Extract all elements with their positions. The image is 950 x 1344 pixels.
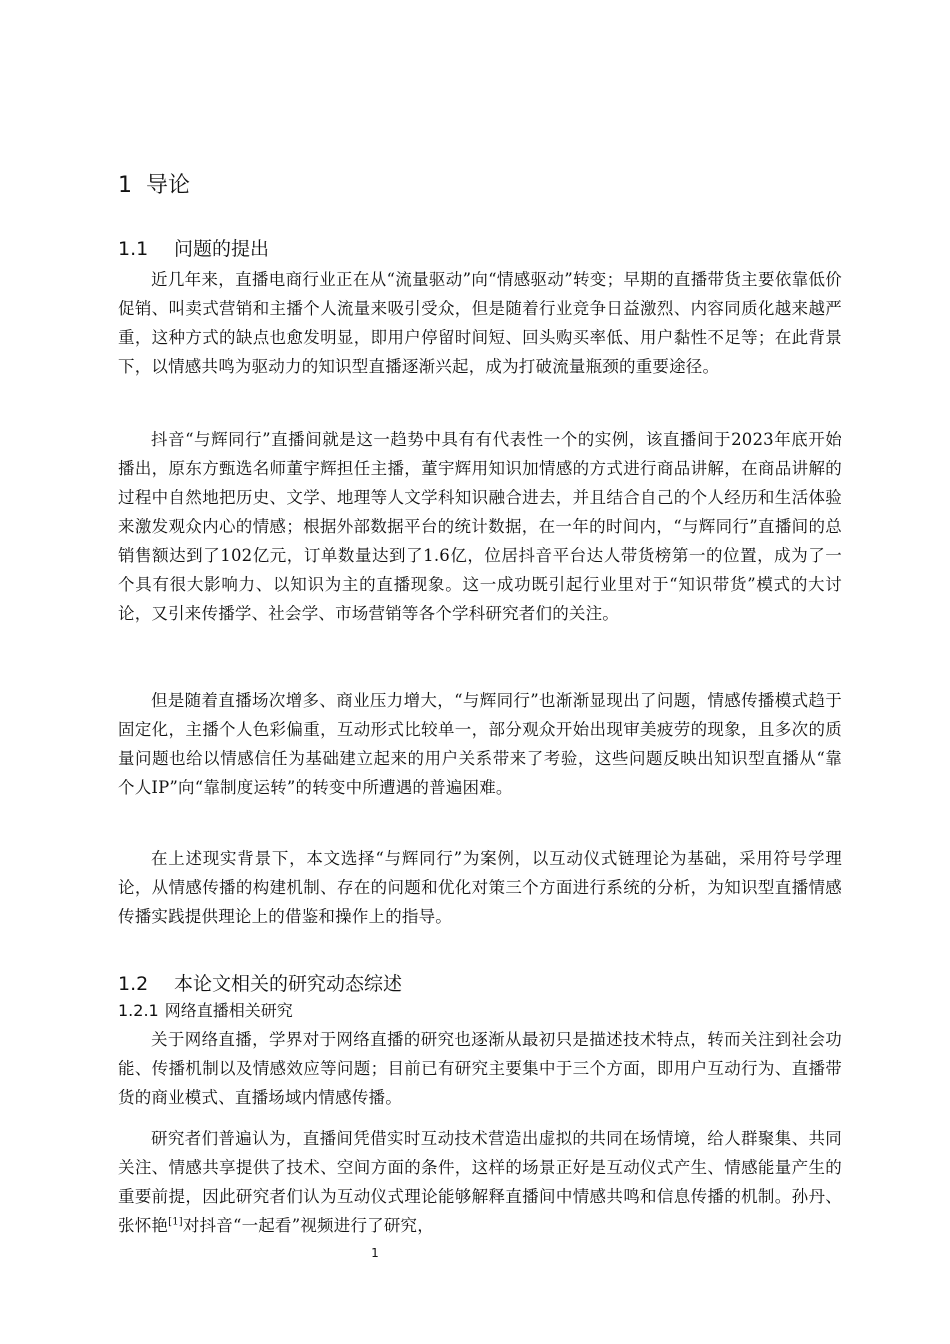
citation-ref[interactable]: [1] bbox=[168, 1216, 183, 1228]
paragraph-text: 研究者们普遍认为，直播间凭借实时互动技术营造出虚拟的共同在场情境，给人群聚集、共同关注、情感共享提供了技术、空间方面的条件，这样的场景正好是互动仪式产生、情感能量产生的重要前提，因此研究者们认为互动仪式理论能够解释直播间中情感共鸣和信息传播的机制。孙丹、张怀艳 bbox=[118, 1129, 842, 1235]
page-number: 1 bbox=[371, 1246, 379, 1260]
paragraph: 抖音“与辉同行”直播间就是这一趋势中具有有代表性一个的实例，该直播间于2023年底开始播出，原东方甄选名师董宇辉担任主播，董宇辉用知识加情感的方式进行商品讲解，在商品讲解的过程中自然地把历史、文学、地理等人文学科知识融合进去，并且结合自己的个人经历和生活体验来激发观众内心的情感；根据外部数据平台的统计数据，在一年的时间内，“与辉同行”直播间的总销售额达到了102亿元，订单数量达到了1.6亿，位居抖音平台达人带货榜第一的位置，成为了一个具有很大影响力、以知识为主的直播现象。这一成功既引起行业里对于“知识带货”模式的大讨论，又引来传播学、社会学、市场营销等各个学科研究者们的关注。 bbox=[118, 430, 842, 623]
chapter-number: 1 bbox=[118, 173, 132, 198]
document-page bbox=[118, 0, 842, 1344]
paragraph: 近几年来，直播电商行业正在从“流量驱动”向“情感驱动”转变；早期的直播带货主要依靠低价促销、叫卖式营销和主播个人流量来吸引受众，但是随着行业竞争日益激烈、内容同质化越来越严重，这种方式的缺点也愈发明显，即用户停留时间短、回头购买率低、用户黏性不足等；在此背景下，以情感共鸣为驱动力的知识型直播逐渐兴起，成为打破流量瓶颈的重要途径。 bbox=[118, 270, 842, 376]
subsection-number: 1.2.1 bbox=[118, 1001, 159, 1020]
chapter-heading bbox=[118, 170, 190, 202]
section-title: 问题的提出 bbox=[174, 238, 270, 260]
section-number: 1.1 bbox=[118, 238, 149, 260]
paragraph-text: 对抖音“一起看”视频进行了研究， bbox=[182, 1216, 434, 1235]
subsection-title: 网络直播相关研究 bbox=[164, 1001, 293, 1020]
section-heading-1-2 bbox=[118, 970, 402, 998]
subsection-heading-1-2-1 bbox=[118, 999, 293, 1023]
section-heading-1-1 bbox=[118, 235, 269, 263]
chapter-title: 导论 bbox=[146, 173, 191, 198]
paragraph bbox=[118, 1124, 842, 1240]
section-number: 1.2 bbox=[118, 973, 149, 995]
paragraph: 但是随着直播场次增多、商业压力增大，“与辉同行”也渐渐显现出了问题，情感传播模式趋于固定化，主播个人色彩偏重，互动形式比较单一，部分观众开始出现审美疲劳的现象，且多次的质量问题也给以情感信任为基础建立起来的用户关系带来了考验，这些问题反映出知识型直播从“靠个人IP”向“靠制度运转”的转变中所遭遇的普遍困难。 bbox=[118, 691, 842, 797]
section-title: 本论文相关的研究动态综述 bbox=[174, 973, 403, 995]
paragraph: 关于网络直播，学界对于网络直播的研究也逐渐从最初只是描述技术特点，转而关注到社会功能、传播机制以及情感效应等问题；目前已有研究主要集中于三个方面，即用户互动行为、直播带货的商业模式、直播场域内情感传播。 bbox=[118, 1030, 842, 1107]
paragraph: 在上述现实背景下，本文选择“与辉同行”为案例，以互动仪式链理论为基础，采用符号学理论，从情感传播的构建机制、存在的问题和优化对策三个方面进行系统的分析，为知识型直播情感传播实践提供理论上的借鉴和操作上的指导。 bbox=[118, 849, 842, 926]
